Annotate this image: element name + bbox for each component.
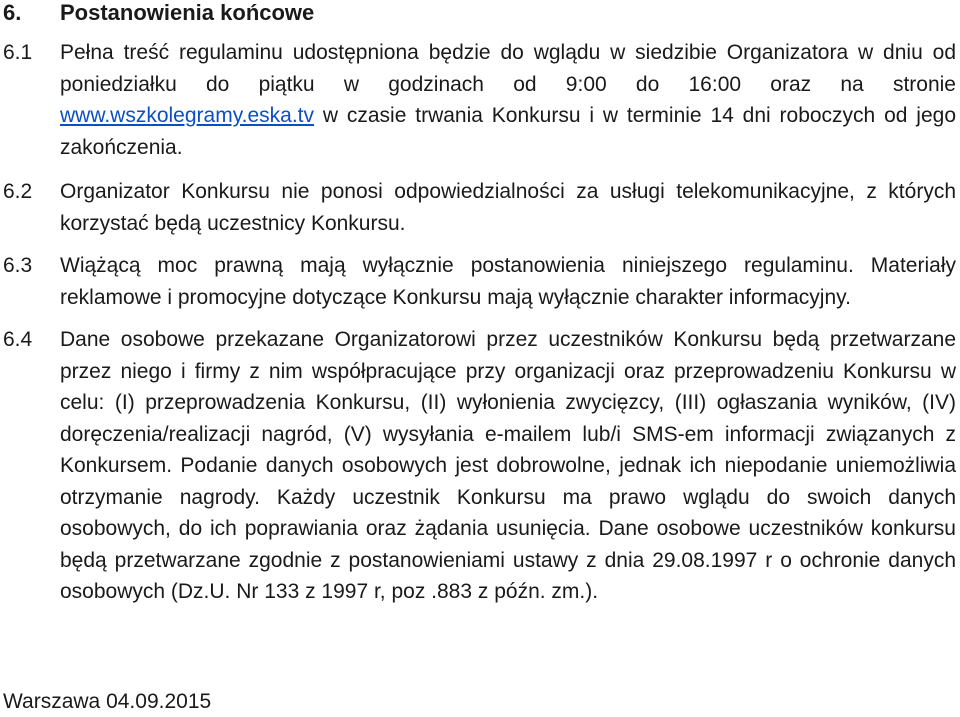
paragraph-number: 6.1 bbox=[3, 41, 33, 64]
paragraph-text: Wiążącą moc prawną mają wyłącznie postanowienia niniejszego regulaminu. Materiały reklamowe i promocyjne dotyczące Konkursu mają wyłącznie charakter informacyjny. bbox=[60, 254, 956, 309]
paragraph-6-3 bbox=[0, 250, 956, 313]
paragraph-text-end: w czasie trwania Konkursu i w terminie 14 dni roboczych od jego zakończenia. bbox=[60, 104, 956, 159]
paragraph-6-1 bbox=[0, 37, 956, 163]
paragraph-6-2 bbox=[0, 176, 956, 239]
paragraph-number: 6.2 bbox=[3, 180, 33, 203]
place-date: Warszawa 04.09.2015 bbox=[3, 690, 212, 713]
paragraph-text bbox=[60, 37, 956, 163]
paragraph-text: Organizator Konkursu nie ponosi odpowiedzialności za usługi telekomunikacyjne, z których korzystać będą uczestnicy Konkursu. bbox=[60, 180, 956, 235]
website-link[interactable]: www.wszkolegramy.eska.tv bbox=[60, 104, 315, 127]
paragraph-text-start: Pełna treść regulaminu udostępniona będzie do wglądu w siedzibie Organizatora w dniu od poniedziałku do piątku w godzinach od 9:00 do 16:00 oraz na stronie bbox=[60, 41, 956, 96]
paragraph-6-4 bbox=[0, 324, 956, 608]
section-number: 6. bbox=[3, 0, 22, 25]
section-title: Postanowienia końcowe bbox=[60, 0, 315, 25]
paragraph-text: Dane osobowe przekazane Organizatorowi przez uczestników Konkursu będą przetwarzane przez niego i firmy z nim współpracujące przy organizacji oraz przeprowadzeniu Konkursu w celu: (I) przeprowadzenia Konkursu, (II) wyłonienia zwycięzcy, (III) ogłaszania wyników, (IV) doręczenia/realizacji nagród, (V) wysyłania e-mailem lub/i SMS-em informacji związanych z Konkursem. Podanie danych osobowych jest dobrowolne, jednak ich niepodanie uniemożliwia otrzymanie nagrody. Każdy uczestnik Konkursu ma prawo wglądu do swoich danych osobowych, do ich poprawiania oraz żądania usunięcia. Dane osobowe uczestników konkursu będą przetwarzane zgodnie z postanowieniami ustawy z dnia 29.08.1997 r o ochronie danych osobowych (Dz.U. Nr 133 z 1997 r, poz .883 z późn. zm.). bbox=[60, 328, 956, 603]
paragraph-number: 6.4 bbox=[3, 328, 33, 351]
paragraph-number: 6.3 bbox=[3, 254, 33, 277]
section-heading bbox=[3, 0, 314, 28]
